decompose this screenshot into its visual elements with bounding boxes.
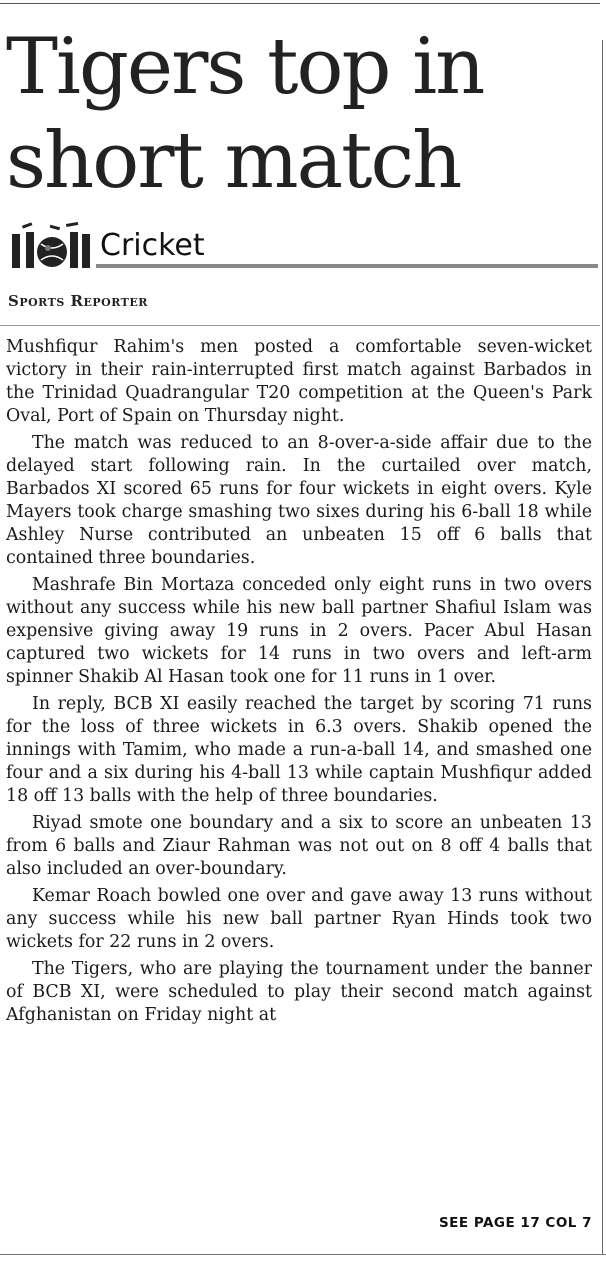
paragraph: Mushfiqur Rahim's men posted a comfortable seven-wicket victory in their rain-interrupted first match against Barbados in the Trinidad Quadrangular T20 competition at the Queen's Park Oval, Port of Spain on Thursday night. (6, 337, 592, 426)
top-rule (0, 3, 600, 4)
section-label: Cricket (100, 228, 205, 263)
paragraph: The Tigers, who are playing the tournament under the banner of BCB XI, were scheduled to play their second match against Afghanistan on Friday night at (6, 959, 592, 1025)
byline: Sports Reporter (8, 292, 148, 310)
column-rule (602, 40, 603, 1255)
paragraph: Kemar Roach bowled one over and gave away 13 runs without any success while his new ball partner Ryan Hinds took two wickets for 22 runs in 2 overs. (6, 886, 592, 952)
bottom-rule (0, 1254, 606, 1255)
cricket-ball-stumps-icon (8, 222, 92, 268)
article-body (6, 336, 592, 1031)
headline-line-1: Tigers top in (6, 22, 484, 112)
paragraph: Riyad smote one boundary and a six to score an unbeaten 13 from 6 balls and Ziaur Rahman was not out on 8 off 4 balls that also included an over-boundary. (6, 813, 592, 879)
continuation-jump-line: SEE PAGE 17 COL 7 (438, 1215, 592, 1231)
paragraph: The match was reduced to an 8-over-a-side affair due to the delayed start following rain. In the curtailed over match, Barbados XI scored 65 runs for four wickets in eight overs. Kyle Mayers took charge smashing two sixes during his 6-ball 18 while Ashley Nurse contributed an unbeaten 15 off 6 balls that contained three boundaries. (6, 433, 592, 568)
byline-rule (0, 325, 600, 326)
headline-line-2: short match (6, 116, 461, 206)
section-tag (8, 222, 598, 270)
headline (6, 20, 596, 208)
paragraph: Mashrafe Bin Mortaza conceded only eight runs in two overs without any success while his new ball partner Shafiul Islam was expensive giving away 19 runs in 2 overs. Pacer Abul Hasan captured two wickets for 14 runs in two overs and left-arm spinner Shakib Al Hasan took one for 11 runs in 1 over. (6, 575, 592, 687)
section-rule (96, 264, 598, 268)
paragraph: In reply, BCB XI easily reached the target by scoring 71 runs for the loss of three wickets in 6.3 overs. Shakib opened the innings with Tamim, who made a run-a-ball 14, and smashed one four and a six during his 4-ball 13 while captain Mushfiqur added 18 off 13 balls with the help of three boundaries. (6, 694, 592, 806)
